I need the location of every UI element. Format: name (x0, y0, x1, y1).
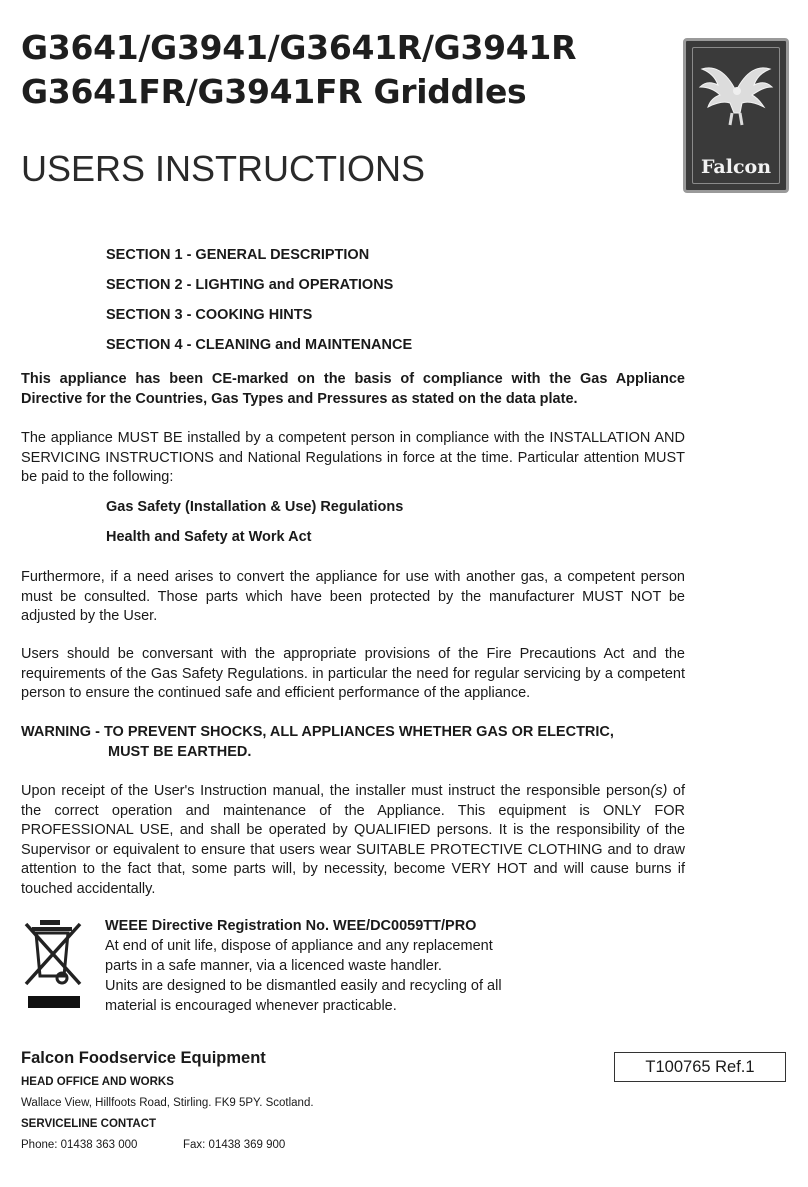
section-item: SECTION 1 - GENERAL DESCRIPTION (106, 247, 370, 263)
receipt-text-italic: (s) (650, 783, 668, 799)
phone-number: Phone: 01438 363 000 (21, 1139, 138, 1151)
weee-line: At end of unit life, dispose of appliance and any replacement (105, 938, 493, 954)
weee-line: Units are designed to be dismantled easily and recycling of all (105, 978, 502, 994)
logo-text: Falcon (700, 156, 772, 178)
weee-line: material is encouraged whenever practicable. (105, 998, 397, 1014)
earthing-warning (21, 722, 614, 762)
install-statement: The appliance MUST BE installed by a competent person in compliance with the INSTALLATION AND SERVICING INSTRUCTIONS and National Regulations in force at the time. Particular attention MUST be paid to the following: (21, 430, 685, 486)
document-reference: T100765 Ref.1 (614, 1052, 786, 1082)
weee-notice (105, 916, 535, 1016)
eagle-icon (696, 51, 776, 141)
falcon-logo (683, 38, 789, 193)
convert-statement: Furthermore, if a need arises to convert the appliance for use with another gas, a competent person must be consulted. Those parts which have been protected by the manufacturer MUST NOT be adjusted by the User. (21, 569, 685, 625)
warning-line-1: WARNING - TO PREVENT SHOCKS, ALL APPLIANCES WHETHER GAS OR ELECTRIC, (21, 724, 614, 740)
receipt-text-b: of the correct operation and maintenance of the Appliance. This equipment is ONLY FOR PROFESSIONAL USE, and shall be operated by QUALIFIED persons. It is the responsibility of the Supervisor or equivalent to ensure that users wear SUITABLE PROTECTIVE CLOTHING and to draw attention to the fact that, some parts will, by necessity, become VERY HOT and will cause burns if touched accidentally. (21, 783, 685, 897)
document-title (21, 26, 661, 114)
fax-number: Fax: 01438 369 900 (183, 1139, 286, 1151)
document-subtitle: USERS INSTRUCTIONS (21, 148, 426, 189)
serviceline-label: SERVICELINE CONTACT (21, 1118, 157, 1130)
section-item: SECTION 3 - COOKING HINTS (106, 307, 313, 323)
section-item: SECTION 2 - LIGHTING and OPERATIONS (106, 277, 394, 293)
company-name: Falcon Foodservice Equipment (21, 1049, 266, 1067)
weee-heading: WEEE Directive Registration No. WEE/DC0059TT/PRO (105, 918, 477, 934)
title-line-2: G3641FR/G3941FR Griddles (21, 72, 527, 111)
address: Wallace View, Hillfoots Road, Stirling. FK9 5PY. Scotland. (21, 1097, 314, 1109)
head-office-label: HEAD OFFICE AND WORKS (21, 1076, 174, 1088)
section-list (106, 240, 412, 360)
warning-line-2: MUST BE EARTHED. (108, 744, 252, 760)
crossed-out-wheelie-bin-icon (22, 918, 86, 1010)
regulation-item: Gas Safety (Installation & Use) Regulations (106, 499, 404, 515)
weee-line: parts in a safe manner, via a licenced waste handler. (105, 958, 442, 974)
receipt-text-a: Upon receipt of the User's Instruction manual, the installer must instruct the responsible person (21, 783, 651, 799)
title-line-1: G3641/G3941/G3641R/G3941R (21, 28, 577, 67)
section-item: SECTION 4 - CLEANING and MAINTENANCE (106, 337, 413, 353)
ce-statement: This appliance has been CE-marked on the basis of compliance with the Gas Appliance Directive for the Countries, Gas Types and Pressures as stated on the data plate. (21, 371, 685, 407)
receipt-statement (21, 782, 685, 900)
regulation-item: Health and Safety at Work Act (106, 529, 312, 545)
fire-statement: Users should be conversant with the appropriate provisions of the Fire Precautions Act and the requirements of the Gas Safety Regulations. in particular the need for regular servicing by a competent person to ensure the continued safe and efficient performance of the appliance. (21, 646, 685, 702)
